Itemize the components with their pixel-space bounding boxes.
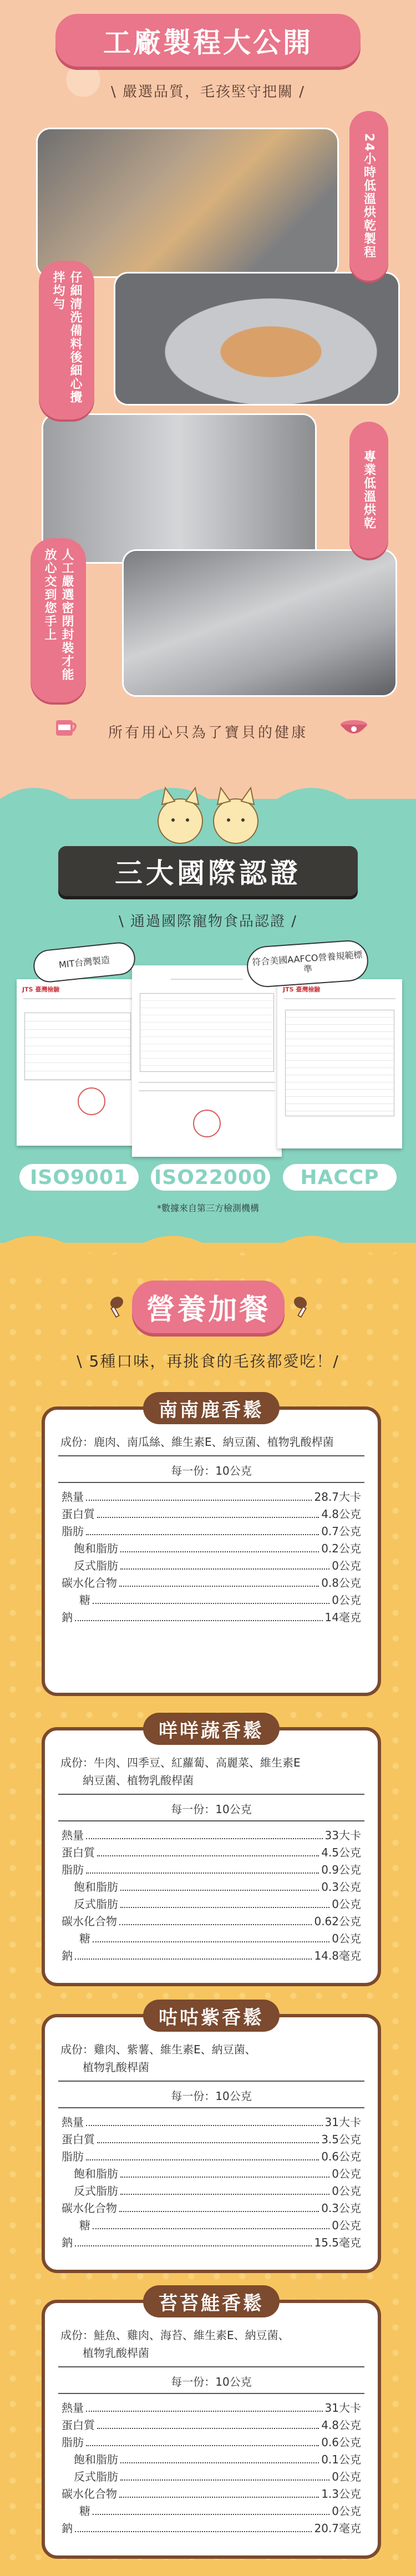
nutrition-row — [62, 2486, 361, 2501]
nutrient-name: 脂肪 — [62, 1863, 84, 1876]
nutrient-value: 0公克 — [332, 1932, 361, 1945]
nutrient-name: 蛋白質 — [62, 1846, 95, 1859]
nutrient-value: 4.8公克 — [321, 1507, 361, 1521]
nutrient-name: 碳水化合物 — [62, 1576, 117, 1590]
nutrient-name: 反式脂肪 — [74, 1559, 118, 1572]
nutrient-name: 反式脂肪 — [74, 2470, 118, 2483]
nutrient-value: 0公克 — [332, 1593, 361, 1607]
certification-title: 三大國際認證 — [115, 857, 301, 889]
dot-leader — [97, 1855, 319, 1856]
nutrient-name: 碳水化合物 — [62, 1915, 117, 1928]
nutrition-row — [62, 2503, 361, 2518]
nutrition-card — [42, 2006, 381, 2273]
nutrient-value: 0.3公克 — [321, 2202, 361, 2215]
nutrient-value: 3.5公克 — [321, 2133, 361, 2146]
dot-leader — [93, 1941, 329, 1942]
divider — [58, 2366, 364, 2367]
nutrition-row — [62, 1523, 361, 1538]
cats-illustration — [144, 782, 272, 849]
nutrient-value: 0.8公克 — [321, 1576, 361, 1590]
nutrition-row — [62, 2468, 361, 2484]
nutrition-row — [62, 2165, 361, 2181]
nutrient-value: 14毫克 — [324, 1611, 361, 1624]
nutrient-name: 鈉 — [62, 1949, 73, 1962]
nutrient-name: 脂肪 — [62, 1525, 84, 1538]
certificate-document-3 — [277, 979, 402, 1148]
nutrient-value: 4.8公克 — [321, 2418, 361, 2432]
divider — [58, 1820, 364, 1821]
badge-haccp: HACCP — [283, 1164, 397, 1191]
nutrition-row — [62, 1827, 361, 1843]
nutrient-name: 糖 — [79, 2219, 90, 2232]
nutrient-value: 4.5公克 — [321, 1846, 361, 1859]
ingredients-line: 成份：鮭魚、雞肉、海苔、維生素E、納豆菌、 — [60, 2329, 290, 2342]
nutrition-card — [42, 1399, 381, 1696]
dot-leader — [120, 2194, 329, 2195]
divider — [58, 1482, 364, 1483]
nutrient-name: 蛋白質 — [62, 2133, 95, 2146]
nutrient-value: 0.9公克 — [321, 1863, 361, 1876]
dot-leader — [120, 2462, 319, 2463]
nutrient-name: 飽和脂肪 — [74, 1542, 118, 1555]
ingredients-text — [60, 2041, 362, 2076]
certificate-document-1 — [17, 979, 139, 1146]
nutrient-value: 31大卡 — [324, 2401, 361, 2415]
nutrient-name: 脂肪 — [62, 2436, 84, 2449]
nutrition-row — [62, 1930, 361, 1946]
dot-leader — [75, 2531, 312, 2532]
product-name: 咩咩蔬香鬆 — [143, 1713, 280, 1745]
serving-size: 每一份：10公克 — [171, 2089, 252, 2103]
dot-leader — [86, 1872, 319, 1874]
dot-leader — [120, 1907, 329, 1908]
nutrition-row — [62, 2451, 361, 2467]
nutrition-row — [62, 1506, 361, 1521]
caption-oven: 專業低溫烘乾 — [349, 422, 388, 558]
nutrient-name: 碳水化合物 — [62, 2487, 117, 2501]
ingredients-line: 成份：雞肉、紫薯、維生素E、納豆菌、 — [60, 2043, 256, 2056]
dot-leader — [75, 2245, 312, 2246]
nutrient-value: 0.1公克 — [321, 2453, 361, 2466]
certification-subtitle: \ 通過國際寵物食品認證 / — [118, 913, 298, 930]
pet-bowl-icon — [338, 717, 369, 739]
dot-leader — [97, 1517, 319, 1518]
ingredients-line: 植物乳酸桿菌 — [83, 2061, 149, 2074]
dot-leader — [97, 2142, 319, 2143]
nutrient-name: 鈉 — [62, 1611, 73, 1624]
nutrient-value: 0公克 — [332, 2184, 361, 2198]
dot-leader — [86, 1838, 323, 1839]
dot-leader — [86, 1500, 312, 1501]
nutrition-row — [62, 1844, 361, 1860]
nutrient-value: 28.7大卡 — [314, 1490, 361, 1504]
dot-leader — [86, 2445, 319, 2446]
nutrition-title: 營養加餐 — [146, 1293, 271, 1327]
nutrient-value: 0.2公克 — [321, 1542, 361, 1555]
dot-leader — [97, 2428, 319, 2429]
nutrient-value: 0公克 — [332, 1559, 361, 1572]
ingredients-text — [60, 1754, 362, 1789]
nutrient-value: 0.3公克 — [321, 1880, 361, 1894]
certificate-header: JTS 臺灣檢驗 — [22, 986, 60, 993]
nutrition-row — [62, 1913, 361, 1929]
nutrient-value: 0公克 — [332, 1897, 361, 1911]
badge-iso22000: ISO22000 — [151, 1164, 270, 1191]
factory-photo-drying — [36, 128, 339, 278]
dot-leader — [120, 1551, 319, 1552]
factory-subtitle: \ 嚴選品質，毛孩堅守把關 / — [110, 84, 306, 100]
badge-iso9001: ISO9001 — [19, 1164, 139, 1191]
dot-leader — [93, 2228, 329, 2229]
nutrition-row — [62, 2417, 361, 2432]
nutrition-row — [62, 2520, 361, 2535]
dot-leader — [120, 2177, 329, 2178]
nutrition-row — [62, 1489, 361, 1504]
nutrient-name: 反式脂肪 — [74, 1897, 118, 1911]
ingredients-line: 成份：鹿肉、南瓜絲、維生素E、納豆菌、植物乳酸桿菌 — [60, 1435, 334, 1449]
nutrition-row — [62, 2114, 361, 2129]
nutrient-name: 熱量 — [62, 1490, 84, 1504]
caption-mixing: 仔細清洗備料後細心攪拌均勻 — [39, 261, 94, 419]
nutrient-name: 熱量 — [62, 2116, 84, 2129]
nutrient-name: 飽和脂肪 — [74, 2167, 118, 2180]
factory-photo-mixing — [114, 272, 400, 406]
divider — [58, 2393, 364, 2394]
nutrition-row — [62, 2183, 361, 2198]
nutrient-value: 15.5毫克 — [314, 2236, 361, 2249]
nutrient-value: 0公克 — [332, 2470, 361, 2483]
dot-leader — [86, 2125, 323, 2126]
nutrient-value: 1.3公克 — [321, 2487, 361, 2501]
nutrition-row — [62, 2434, 361, 2450]
nutrition-row — [62, 1947, 361, 1963]
serving-size: 每一份：10公克 — [171, 2375, 252, 2388]
nutrition-row — [62, 1609, 361, 1624]
certification-title-banner — [58, 846, 358, 896]
nutrient-name: 反式脂肪 — [74, 2184, 118, 2198]
factory-footer: 所有用心只為了寶貝的健康 — [108, 725, 308, 741]
nutrient-value: 0.6公克 — [321, 2150, 361, 2163]
nutrient-name: 熱量 — [62, 1829, 84, 1842]
nutrient-name: 蛋白質 — [62, 1507, 95, 1521]
nutrition-card — [42, 1719, 381, 1986]
ingredients-line: 納豆菌、植物乳酸桿菌 — [83, 1774, 194, 1787]
nutrient-name: 飽和脂肪 — [74, 2453, 118, 2466]
nutrition-row — [62, 1896, 361, 1911]
dot-leader — [86, 2159, 319, 2160]
aafco-note: 符合美國AAFCO營養規範標準 — [246, 939, 370, 988]
ingredients-text — [60, 2326, 362, 2362]
nutrient-name: 碳水化合物 — [62, 2202, 117, 2215]
dot-leader — [86, 2411, 323, 2412]
section-divider-wave — [0, 1226, 416, 1265]
nutrition-title-banner — [132, 1281, 285, 1333]
nutrient-value: 33大卡 — [324, 1829, 361, 1842]
nutrient-name: 脂肪 — [62, 2150, 84, 2163]
caption-packing: 人工嚴選密閉封裝才能放心交到您手上 — [31, 538, 86, 702]
nutrition-row — [62, 2400, 361, 2415]
nutrient-value: 20.7毫克 — [314, 2522, 361, 2535]
nutrient-name: 蛋白質 — [62, 2418, 95, 2432]
nutrition-row — [62, 2217, 361, 2233]
source-note: *數據來自第三方檢測機構 — [156, 1203, 259, 1213]
nutrient-name: 糖 — [79, 2504, 90, 2518]
dot-leader — [75, 1620, 323, 1621]
ingredients-line: 植物乳酸桿菌 — [83, 2346, 149, 2360]
dot-leader — [93, 1603, 329, 1604]
dot-leader — [119, 1586, 319, 1587]
serving-size: 每一份：10公克 — [171, 1464, 252, 1477]
divider — [58, 2081, 364, 2082]
nutrition-row — [62, 1540, 361, 1556]
nutrition-row — [62, 1575, 361, 1590]
dot-leader — [86, 1534, 319, 1535]
nutrient-name: 飽和脂肪 — [74, 1880, 118, 1894]
nutrient-value: 0公克 — [332, 2167, 361, 2180]
certificate-document-2 — [132, 965, 282, 1157]
dot-leader — [119, 2497, 319, 2498]
nutrient-value: 0公克 — [332, 2219, 361, 2232]
serving-size: 每一份：10公克 — [171, 1803, 252, 1816]
nutrient-value: 0.6公克 — [321, 2436, 361, 2449]
dot-leader — [120, 1890, 319, 1891]
product-name: 苔苔鮭香鬆 — [143, 2285, 280, 2317]
mit-note: MIT台灣製造 — [32, 941, 136, 984]
nutrient-name: 糖 — [79, 1932, 90, 1945]
nutrient-name: 鈉 — [62, 2522, 73, 2535]
nutrient-name: 糖 — [79, 1593, 90, 1607]
ingredients-line: 成份：牛肉、四季豆、紅蘿蔔、高麗菜、維生素E — [60, 1756, 301, 1769]
product-name: 咕咕紫香鬆 — [143, 2000, 280, 2032]
nutrient-value: 0.7公克 — [321, 1525, 361, 1538]
certificate-header: JTS 臺灣檢驗 — [283, 986, 321, 993]
caption-drying: 24小時低溫烘乾製程 — [349, 111, 388, 281]
factory-photo-packing — [122, 549, 397, 697]
nutrient-name: 熱量 — [62, 2401, 84, 2415]
divider — [58, 1794, 364, 1795]
product-name: 南南鹿香鬆 — [143, 1392, 280, 1424]
factory-title-banner — [55, 14, 361, 67]
nutrition-row — [62, 2148, 361, 2164]
dot-leader — [120, 1568, 329, 1570]
nutrition-card — [42, 2292, 381, 2559]
nutrient-name: 鈉 — [62, 2236, 73, 2249]
nutrition-row — [62, 2234, 361, 2250]
nutrition-row — [62, 1557, 361, 1573]
nutrient-value: 31大卡 — [324, 2116, 361, 2129]
nutrient-value: 14.8毫克 — [314, 1949, 361, 1962]
dot-leader — [119, 1924, 312, 1925]
ingredients-text — [60, 1433, 362, 1451]
nutrient-value: 0.62公克 — [314, 1915, 361, 1928]
nutrition-subtitle: \ 5種口味，再挑食的毛孩都愛吃！/ — [77, 1352, 339, 1370]
dot-leader — [120, 2479, 329, 2481]
nutrition-row — [62, 2200, 361, 2215]
divider — [58, 2107, 364, 2108]
dot-leader — [93, 2514, 329, 2515]
factory-photo-oven — [42, 413, 317, 564]
divider — [58, 1455, 364, 1456]
nutrition-row — [62, 1879, 361, 1894]
dot-leader — [75, 1958, 312, 1960]
nutrient-value: 0公克 — [332, 2504, 361, 2518]
factory-title: 工廠製程大公開 — [103, 26, 313, 59]
nutrition-row — [62, 1861, 361, 1877]
nutrition-row — [62, 2131, 361, 2147]
dot-leader — [119, 2211, 319, 2212]
nutrition-row — [62, 1592, 361, 1607]
